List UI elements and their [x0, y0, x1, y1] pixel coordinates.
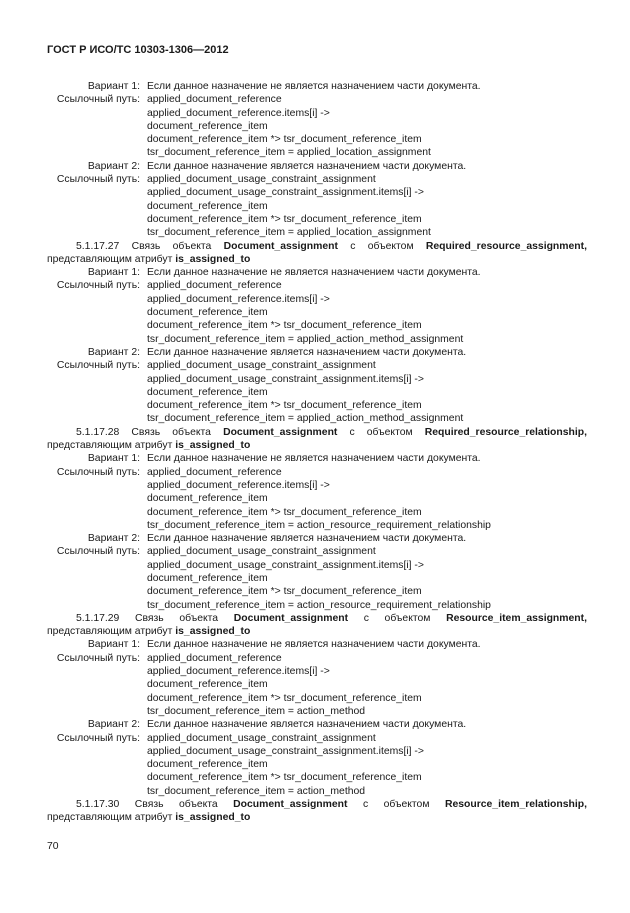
mapping-row	[47, 638, 587, 651]
mapping-label: Ссылочный путь:	[56, 174, 140, 186]
heading-text: с объектом	[337, 426, 425, 438]
mapping-text: tsr_document_reference_item = action_resource_requirement_relationship	[147, 519, 491, 531]
mapping-text: applied_document_usage_constraint_assignment	[147, 546, 376, 558]
mapping-label	[47, 333, 147, 346]
mapping-row	[47, 293, 587, 306]
mapping-label	[47, 412, 147, 425]
mapping-row	[47, 559, 587, 572]
heading-text: представляющим атрибут	[47, 253, 176, 265]
mapping-text: document_reference_item	[147, 386, 268, 398]
mapping-text: document_reference_item *> tsr_document_reference_item	[147, 772, 422, 784]
mapping-text: Если данное назначение не является назначением части документа.	[147, 267, 481, 279]
mapping-row	[47, 652, 587, 665]
mapping-label	[47, 319, 147, 332]
mapping-label	[47, 785, 147, 798]
document-header: ГОСТ Р ИСО/ТС 10303-1306—2012	[47, 44, 229, 56]
mapping-label	[47, 293, 147, 306]
mapping-label	[47, 572, 147, 585]
mapping-row	[47, 771, 587, 784]
mapping-text: document_reference_item *> tsr_document_reference_item	[147, 134, 422, 146]
mapping-row	[47, 705, 587, 718]
mapping-row	[47, 226, 587, 239]
entity-name: is_assigned_to	[175, 253, 251, 265]
mapping-label: Вариант 1:	[87, 81, 140, 92]
mapping-label	[47, 665, 147, 678]
mapping-label	[47, 492, 147, 505]
document-body	[47, 80, 587, 825]
mapping-text: applied_document_usage_constraint_assignment.items[i] ->	[147, 745, 424, 757]
mapping-text: applied_document_reference	[147, 94, 282, 106]
mapping-text: document_reference_item	[147, 493, 268, 505]
mapping-label: Ссылочный путь:	[56, 466, 140, 478]
entity-name: Document_assignment	[233, 799, 348, 811]
mapping-row	[47, 266, 587, 279]
mapping-text: applied_document_usage_constraint_assignment.items[i] ->	[147, 559, 424, 571]
heading-text: представляющим атрибут	[47, 626, 176, 638]
entity-name: Required_resource_assignment,	[425, 240, 587, 252]
mapping-text: applied_document_usage_constraint_assignment.items[i] ->	[147, 187, 424, 199]
mapping-row	[47, 492, 587, 505]
section-heading	[47, 240, 587, 267]
mapping-row	[47, 120, 587, 133]
mapping-row	[47, 306, 587, 319]
mapping-label	[47, 306, 147, 319]
mapping-row	[47, 665, 587, 678]
mapping-text: tsr_document_reference_item = applied_action_method_assignment	[147, 413, 464, 425]
heading-text: с объектом	[348, 612, 447, 624]
mapping-label	[47, 599, 147, 612]
mapping-label: Вариант 2:	[87, 160, 140, 172]
mapping-text: tsr_document_reference_item = action_resource_requirement_relationship	[147, 599, 491, 611]
mapping-text: applied_document_reference	[147, 652, 282, 664]
mapping-label: Вариант 2:	[87, 533, 140, 545]
mapping-row	[47, 452, 587, 465]
mapping-row	[47, 346, 587, 359]
mapping-label: Ссылочный путь:	[56, 546, 140, 558]
mapping-label: Ссылочный путь:	[56, 280, 140, 292]
mapping-label	[47, 107, 147, 120]
mapping-row	[47, 585, 587, 598]
mapping-text: applied_document_reference	[147, 466, 282, 478]
page-number: 70	[47, 841, 59, 852]
mapping-text: document_reference_item *> tsr_document_reference_item	[147, 320, 422, 332]
mapping-row	[47, 93, 587, 106]
heading-text: 5.1.17.28 Связь объекта	[76, 426, 224, 438]
mapping-text: Если данное назначение является назначением части документа.	[147, 160, 467, 172]
mapping-row	[47, 678, 587, 691]
mapping-text: document_reference_item	[147, 307, 268, 319]
mapping-row	[47, 745, 587, 758]
heading-text: 5.1.17.27 Связь объекта	[76, 240, 224, 252]
mapping-label	[47, 678, 147, 691]
mapping-row	[47, 279, 587, 292]
mapping-row	[47, 107, 587, 120]
mapping-label	[47, 519, 147, 532]
mapping-label	[47, 745, 147, 758]
mapping-row	[47, 599, 587, 612]
mapping-text: document_reference_item *> tsr_document_reference_item	[147, 586, 422, 598]
mapping-row	[47, 319, 587, 332]
mapping-text: tsr_document_reference_item = applied_location_assignment	[147, 227, 431, 239]
entity-name: Required_resource_relationship,	[424, 426, 587, 438]
mapping-row	[47, 80, 587, 93]
mapping-text: Если данное назначение не является назначением части документа.	[147, 81, 481, 92]
mapping-label	[47, 186, 147, 199]
mapping-label: Ссылочный путь:	[56, 732, 140, 744]
entity-name: Resource_item_assignment,	[446, 612, 587, 624]
mapping-text: Если данное назначение является назначением части документа.	[147, 346, 467, 358]
mapping-label	[47, 399, 147, 412]
mapping-row	[47, 785, 587, 798]
mapping-label	[47, 479, 147, 492]
mapping-text: Если данное назначение является назначением части документа.	[147, 533, 467, 545]
mapping-row	[47, 133, 587, 146]
mapping-row	[47, 333, 587, 346]
mapping-text: applied_document_usage_constraint_assignment.items[i] ->	[147, 373, 424, 385]
mapping-row	[47, 545, 587, 558]
entity-name: is_assigned_to	[175, 812, 251, 824]
mapping-label	[47, 120, 147, 133]
mapping-label: Вариант 1:	[87, 453, 140, 465]
mapping-text: document_reference_item *> tsr_document_reference_item	[147, 692, 422, 704]
mapping-row	[47, 572, 587, 585]
mapping-text: applied_document_usage_constraint_assignment	[147, 174, 376, 186]
mapping-text: document_reference_item	[147, 120, 268, 132]
mapping-label: Ссылочный путь:	[56, 94, 140, 106]
mapping-label	[47, 692, 147, 705]
mapping-label	[47, 146, 147, 159]
mapping-row	[47, 466, 587, 479]
mapping-label	[47, 386, 147, 399]
section-heading	[47, 612, 587, 639]
mapping-text: document_reference_item	[147, 759, 268, 771]
mapping-row	[47, 532, 587, 545]
mapping-row	[47, 173, 587, 186]
mapping-text: document_reference_item *> tsr_document_reference_item	[147, 213, 422, 225]
mapping-text: document_reference_item	[147, 679, 268, 691]
mapping-label: Вариант 1:	[87, 267, 140, 279]
mapping-row	[47, 373, 587, 386]
mapping-label	[47, 133, 147, 146]
mapping-text: tsr_document_reference_item = applied_location_assignment	[147, 147, 431, 159]
mapping-row	[47, 519, 587, 532]
mapping-text: tsr_document_reference_item = action_method	[147, 705, 366, 717]
section-heading	[47, 798, 587, 825]
mapping-row	[47, 359, 587, 372]
heading-text: 5.1.17.30 Связь объекта	[76, 799, 234, 811]
mapping-row	[47, 692, 587, 705]
mapping-label	[47, 373, 147, 386]
mapping-label	[47, 213, 147, 226]
mapping-row	[47, 146, 587, 159]
mapping-label	[47, 758, 147, 771]
mapping-row	[47, 718, 587, 731]
mapping-text: tsr_document_reference_item = action_method	[147, 785, 366, 797]
mapping-row	[47, 399, 587, 412]
mapping-text: applied_document_reference.items[i] ->	[147, 479, 330, 491]
section-heading	[47, 426, 587, 453]
mapping-label	[47, 705, 147, 718]
mapping-label: Вариант 2:	[87, 346, 140, 358]
entity-name: Document_assignment	[233, 612, 349, 624]
mapping-label: Ссылочный путь:	[56, 652, 140, 664]
mapping-row	[47, 186, 587, 199]
mapping-label	[47, 771, 147, 784]
mapping-text: document_reference_item *> tsr_document_reference_item	[147, 506, 422, 518]
entity-name: Resource_item_relationship,	[444, 799, 587, 811]
mapping-label	[47, 200, 147, 213]
mapping-text: document_reference_item	[147, 572, 268, 584]
mapping-text: tsr_document_reference_item = applied_action_method_assignment	[147, 333, 464, 345]
mapping-text: Если данное назначение не является назначением части документа.	[147, 639, 481, 651]
mapping-text: document_reference_item *> tsr_document_reference_item	[147, 400, 422, 412]
mapping-text: applied_document_reference.items[i] ->	[147, 293, 330, 305]
mapping-text: applied_document_usage_constraint_assignment	[147, 732, 376, 744]
mapping-label	[47, 506, 147, 519]
mapping-text: applied_document_reference.items[i] ->	[147, 107, 330, 119]
mapping-row	[47, 506, 587, 519]
heading-text: представляющим атрибут	[47, 440, 176, 452]
heading-text: 5.1.17.29 Связь объекта	[76, 612, 234, 624]
mapping-label	[47, 585, 147, 598]
mapping-row	[47, 160, 587, 173]
mapping-text: Если данное назначение является назначением части документа.	[147, 719, 467, 731]
entity-name: is_assigned_to	[175, 440, 251, 452]
mapping-row	[47, 732, 587, 745]
heading-text: представляющим атрибут	[47, 812, 176, 824]
mapping-row	[47, 412, 587, 425]
mapping-row	[47, 386, 587, 399]
entity-name: Document_assignment	[223, 240, 338, 252]
mapping-label	[47, 226, 147, 239]
mapping-row	[47, 479, 587, 492]
mapping-label: Вариант 1:	[87, 639, 140, 651]
heading-text: с объектом	[337, 240, 426, 252]
mapping-label: Ссылочный путь:	[56, 360, 140, 372]
entity-name: Document_assignment	[223, 426, 338, 438]
entity-name: is_assigned_to	[175, 626, 251, 638]
mapping-text: Если данное назначение не является назначением части документа.	[147, 453, 481, 465]
mapping-row	[47, 200, 587, 213]
mapping-label: Вариант 2:	[87, 719, 140, 731]
mapping-label	[47, 559, 147, 572]
mapping-text: document_reference_item	[147, 200, 268, 212]
mapping-row	[47, 758, 587, 771]
heading-text: с объектом	[347, 799, 445, 811]
mapping-text: applied_document_reference.items[i] ->	[147, 666, 330, 678]
mapping-text: applied_document_reference	[147, 280, 282, 292]
mapping-row	[47, 213, 587, 226]
mapping-text: applied_document_usage_constraint_assignment	[147, 360, 376, 372]
